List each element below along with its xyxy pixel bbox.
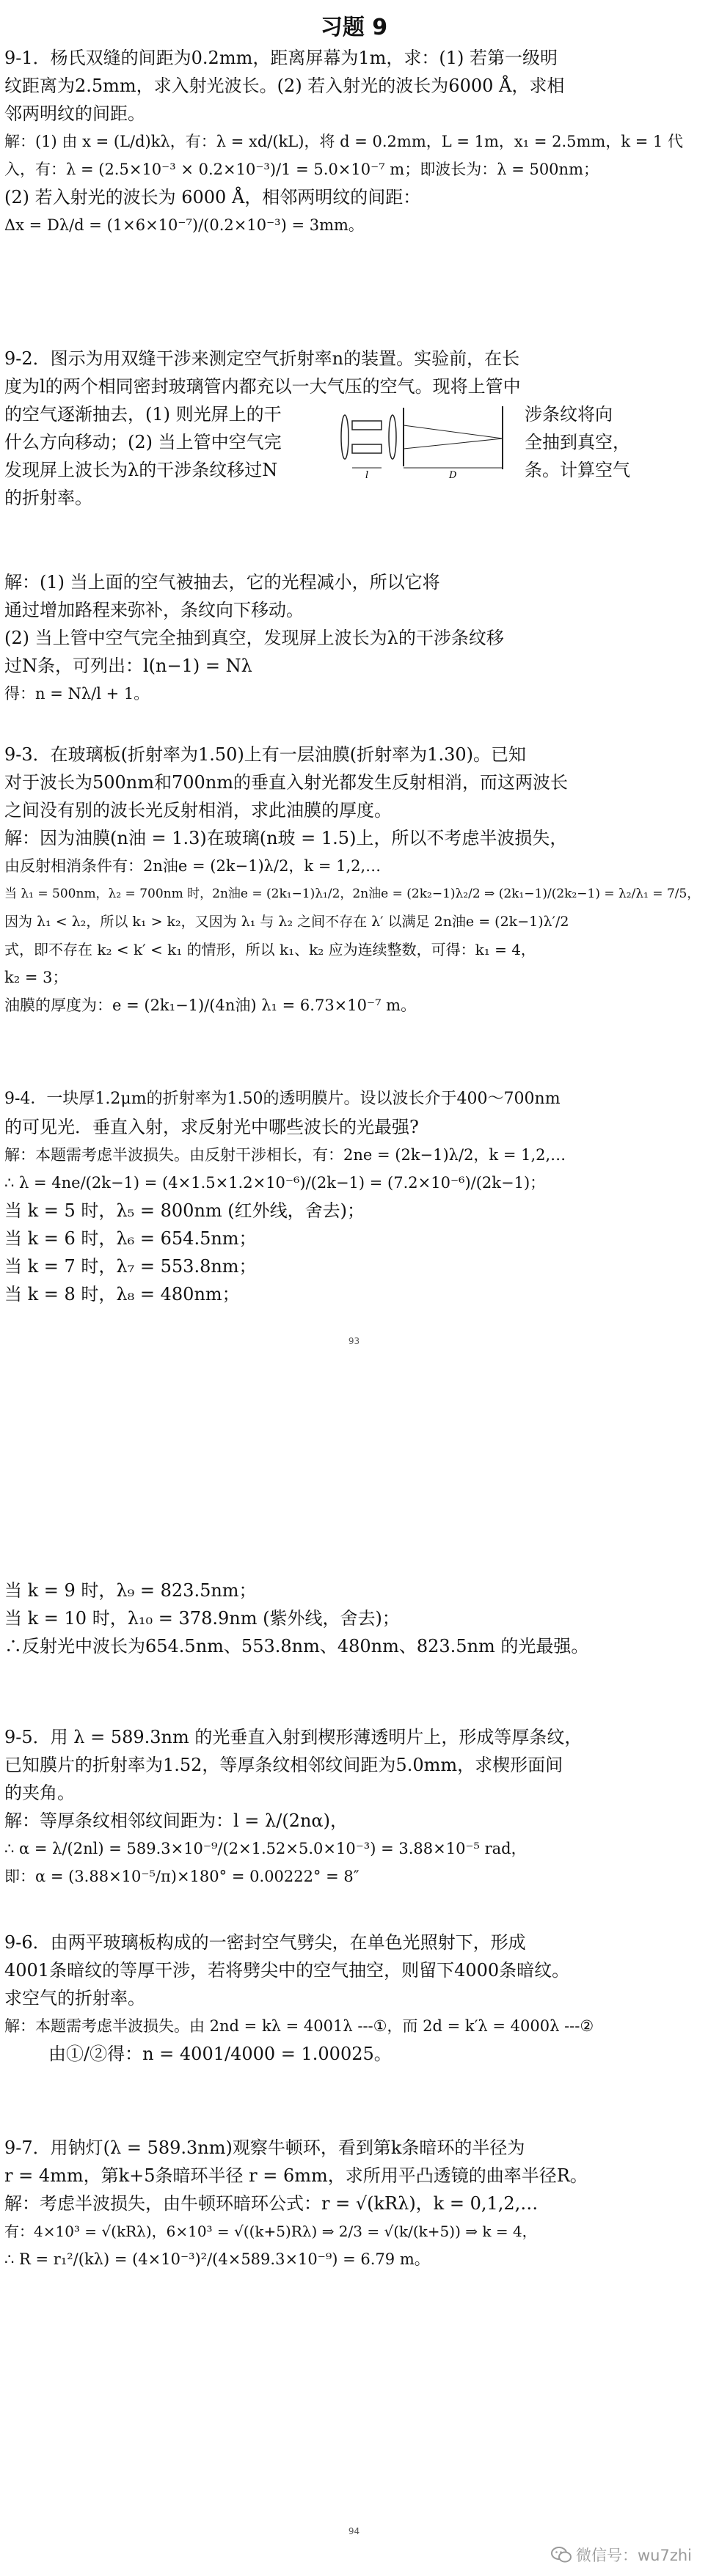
text-line: 全抽到真空， — [525, 432, 630, 452]
ray-lower — [404, 438, 503, 449]
problem-9-1 — [4, 44, 694, 239]
text-line: 当 k = 9 时，λ₉ = 823.5nm； — [4, 1580, 257, 1601]
text-line: 当 k = 6 时，λ₆ = 654.5nm； — [4, 1228, 257, 1249]
lens-right — [389, 415, 396, 459]
text-line: ∴ R = r₁²/(kλ) = (4×10⁻³)²/(4×589.3×10⁻⁹) = 6.79 m。 — [4, 2250, 430, 2268]
text-line: 发现屏上波长为λ的干涉条纹移过N — [4, 460, 278, 480]
label-D: D — [449, 470, 457, 481]
text-line: 式，即不存在 k₂ < k′ < k₁ 的情形，所以 k₁、k₂ 应为连续整数，可得：k₁ = 4， — [4, 941, 536, 958]
text-line: 的折射率。 — [4, 488, 92, 508]
page-number: 94 — [348, 2526, 360, 2536]
text-line: 纹距离为2.5mm，求入射光波长。(2) 若入射光的波长为6000 Å，求相 — [4, 76, 565, 96]
text-line: 9-3．在玻璃板(折射率为1.50)上有一层油膜(折射率为1.30)。已知 — [4, 744, 526, 765]
text-line: 当 λ₁ = 500nm，λ₂ = 700nm 时，2n油e = (2k₁−1)λ₁/2，2n油e = (2k₂−1)λ₂/2 ⇒ (2k₁−1)/(2k₂−1) = λ₂/λ₁ = 7/5， — [4, 887, 700, 901]
lens-left — [341, 415, 348, 459]
text-line: 当 k = 7 时，λ₇ = 553.8nm； — [4, 1256, 257, 1277]
text-line: 入，有：λ = (2.5×10⁻³ × 0.2×10⁻³)/1 = 5.0×10⁻⁷ m；即波长为：λ = 500nm； — [4, 161, 599, 178]
text-line: 当 k = 8 时，λ₈ = 480nm； — [4, 1284, 240, 1304]
problem-9-4 — [4, 1085, 694, 1308]
text-line: 9-1．杨氏双缝的间距为0.2mm，距离屏幕为1m，求：(1) 若第一级明 — [4, 48, 558, 68]
problem-9-7 — [4, 2134, 694, 2273]
text-line: 当 k = 5 时，λ₅ = 800nm (红外线，舍去)； — [4, 1200, 365, 1221]
text-line: 对于波长为500nm和700nm的垂直入射光都发生反射相消，而这两波长 — [4, 772, 569, 793]
label-l: l — [365, 470, 369, 481]
text-line: ∴ λ = 4ne/(2k−1) = (4×1.5×1.2×10⁻⁶)/(2k−1) = (7.2×10⁻⁶)/(2k−1)； — [4, 1174, 546, 1192]
text-line: Δx = Dλ/d = (1×6×10⁻⁷)/(0.2×10⁻³) = 3mm。 — [4, 216, 364, 234]
wechat-icon — [551, 2546, 572, 2564]
text-line: 解：考虑半波损失，由牛顿环暗环公式：r = √(kRλ)，k = 0,1,2,… — [4, 2193, 539, 2214]
text-line: ∴反射光中波长为654.5nm、553.8nm、480nm、823.5nm 的光最强。 — [4, 1636, 589, 1656]
text-line: 过N条，可列出：l(n−1) = Nλ — [4, 656, 252, 676]
text-line: 解：(1) 当上面的空气被抽去，它的光程减小，所以它将 — [4, 572, 440, 592]
text-line: 的夹角。 — [4, 1783, 75, 1803]
text-line: 油膜的厚度为：e = (2k₁−1)/(4n油) λ₁ = 6.73×10⁻⁷ m。 — [4, 997, 417, 1014]
problem-9-6 — [4, 1929, 694, 2068]
text-line: 得：n = Nλ/l + 1。 — [4, 685, 150, 702]
text-line: 解：因为油膜(n油 = 1.3)在玻璃(n玻 = 1.5)上，所以不考虑半波损失， — [4, 828, 568, 848]
problem-9-3 — [4, 741, 700, 1019]
text-line: 已知膜片的折射率为1.52，等厚条纹相邻纹间距为5.0mm，求楔形面间 — [4, 1755, 563, 1775]
text-line: 什么方向移动；(2) 当上管中空气完 — [4, 432, 282, 452]
text-line: 求空气的折射率。 — [4, 1988, 145, 2008]
text-line: 有：4×10³ = √(kRλ)，6×10³ = √((k+5)Rλ) ⇒ 2/3 = √(k/(k+5)) ⇒ k = 4， — [4, 2223, 537, 2240]
page-number: 93 — [348, 1336, 360, 1346]
ray-upper — [404, 425, 503, 438]
text-line: k₂ = 3； — [4, 969, 68, 986]
page-94 — [0, 1415, 708, 2576]
text-line: 邻两明纹的间距。 — [4, 103, 145, 124]
problem-9-4-continued — [4, 1577, 694, 1660]
text-line: 解：本题需考虑半波损失。由 2nd = kλ = 4001λ ---①，而 2d = k′λ = 4000λ ---② — [4, 2017, 594, 2035]
text-line: 的空气逐渐抽去，(1) 则光屏上的干 — [4, 404, 282, 425]
text-line: 9-6．由两平玻璃板构成的一密封空气劈尖，在单色光照射下，形成 — [4, 1932, 526, 1953]
lower-tube — [352, 444, 382, 453]
text-line: ∴ α = λ/(2nl) = 589.3×10⁻⁹/(2×1.52×5.0×10⁻³) = 3.88×10⁻⁵ rad， — [4, 1840, 527, 1857]
watermark — [551, 2544, 692, 2566]
double-slit-apparatus-figure — [337, 402, 517, 481]
text-line: r = 4mm，第k+5条暗环半径 r = 6mm，求所用平凸透镜的曲率半径R。 — [4, 2165, 588, 2186]
watermark-text: 微信号：wu7zhi — [575, 2547, 692, 2564]
page-title: 习题 9 — [320, 15, 388, 40]
text-line: 当 k = 10 时，λ₁₀ = 378.9nm (紫外线，舍去)； — [4, 1608, 400, 1629]
text-line: 9-4．一块厚1.2μm的折射率为1.50的透明膜片。设以波长介于400～700nm — [4, 1090, 561, 1108]
text-line: 9-2．图示为用双缝干涉来测定空气折射率n的装置。实验前，在长 — [4, 348, 520, 369]
text-line: 条。计算空气 — [525, 460, 630, 480]
problem-9-2-right-text — [525, 400, 701, 484]
text-line: 9-5．用 λ = 589.3nm 的光垂直入射到楔形薄透明片上，形成等厚条纹， — [4, 1727, 583, 1747]
text-line: 由①/②得：n = 4001/4000 = 1.00025。 — [48, 2044, 392, 2064]
solution-9-2 — [4, 568, 694, 708]
text-line: 度为l的两个相同密封玻璃管内都充以一大气压的空气。现将上管中 — [4, 376, 521, 397]
text-line: (2) 当上管中空气完全抽到真空，发现屏上波长为λ的干涉条纹移 — [4, 628, 504, 648]
text-line: 9-7．用钠灯(λ = 589.3nm)观察牛顿环，看到第k条暗环的半径为 — [4, 2138, 525, 2158]
text-line: 解：本题需考虑半波损失。由反射干涉相长，有：2ne = (2k−1)λ/2，k = 1,2,… — [4, 1146, 566, 1164]
text-line: 即：α = (3.88×10⁻⁵/π)×180° = 0.00222° = 8″ — [4, 1868, 360, 1885]
text-line: (2) 若入射光的波长为 6000 Å，相邻两明纹的间距： — [4, 187, 421, 208]
problem-9-5 — [4, 1723, 694, 1890]
text-line: 通过增加路程来弥补，条纹向下移动。 — [4, 600, 304, 620]
upper-tube — [352, 421, 382, 430]
text-line: 解：等厚条纹相邻纹间距为：l = λ/(2nα)， — [4, 1810, 348, 1831]
text-line: 的可见光．垂直入射，求反射光中哪些波长的光最强? — [4, 1117, 419, 1137]
text-line: 4001条暗纹的等厚干涉，若将劈尖中的空气抽空，则留下4000条暗纹。 — [4, 1960, 570, 1981]
text-line: 解：(1) 由 x = (L/d)kλ，有：λ = xd/(kL)，将 d = 0.2mm，L = 1m，x₁ = 2.5mm，k = 1 代 — [4, 133, 684, 150]
text-line: 由反射相消条件有：2n油e = (2k−1)λ/2，k = 1,2,… — [4, 857, 382, 875]
text-line: 涉条纹将向 — [525, 404, 613, 425]
text-line: 之间没有别的波长光反射相消，求此油膜的厚度。 — [4, 800, 392, 821]
text-line: 因为 λ₁ < λ₂，所以 k₁ > k₂，又因为 λ₁ 与 λ₂ 之间不存在 λ′ 以满足 2n油e = (2k−1)λ′/2 — [4, 914, 569, 930]
